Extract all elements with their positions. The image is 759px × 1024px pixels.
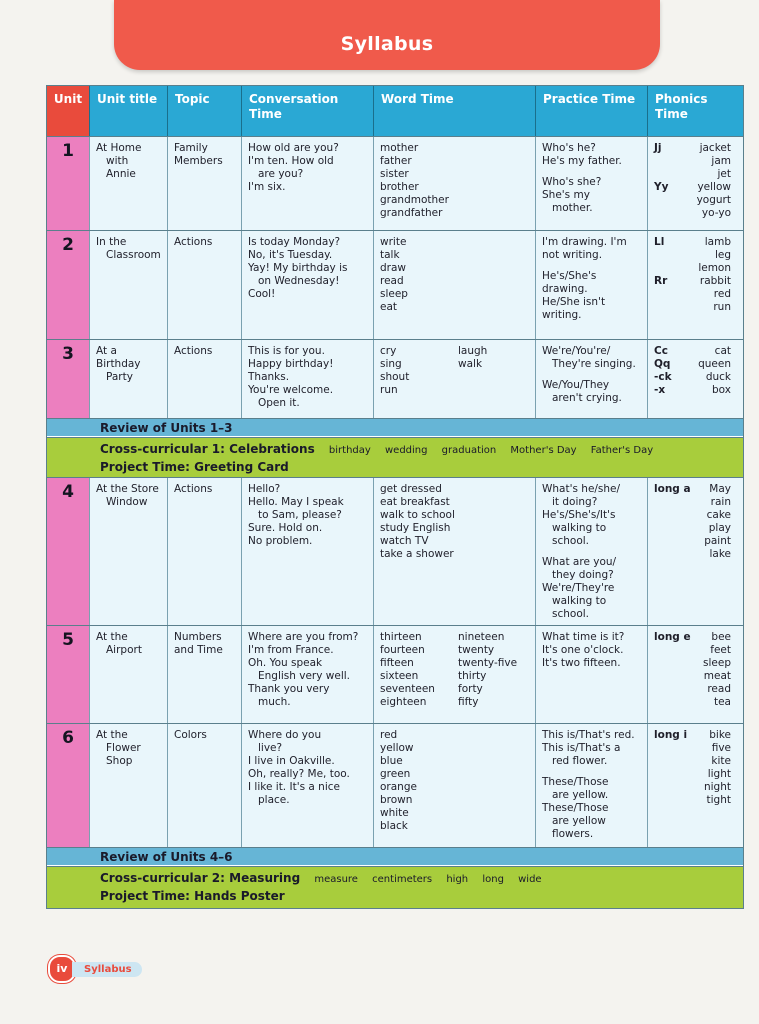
phonics-word: tea — [713, 696, 731, 708]
page-title: Syllabus — [340, 33, 434, 55]
phonics-word: night — [703, 781, 731, 793]
conversation-cell — [242, 724, 374, 848]
word-item: eat breakfast — [380, 496, 450, 508]
practice-line: It's one o'clock. — [542, 644, 624, 656]
word-item: sleep — [380, 288, 408, 300]
word-item: red — [380, 729, 398, 741]
conversation-cell — [242, 340, 374, 419]
practice-line: This is/That's red. — [542, 729, 635, 741]
practice-cell — [536, 724, 648, 848]
phonics-word: lemon — [698, 262, 731, 274]
unit-number: 4 — [47, 478, 90, 626]
word-item: thirty — [458, 670, 487, 682]
phonics-word: light — [707, 768, 731, 780]
practice-line: We/You/They — [542, 379, 610, 391]
unit-title-line: At Home — [96, 142, 142, 154]
practice-line: She's my — [542, 189, 590, 201]
conversation-line: Sure. Hold on. — [248, 522, 323, 534]
phonics-cell — [648, 137, 743, 231]
phonics-cell — [648, 231, 743, 340]
conversation-line: Thanks. — [248, 371, 290, 383]
cross-tag: Father's Day — [590, 445, 654, 456]
phonics-entry — [654, 236, 737, 249]
phonics-word: May — [709, 483, 731, 495]
word-item: twenty-five — [458, 657, 518, 669]
word-item: brown — [380, 794, 413, 806]
phonics-entry — [654, 483, 737, 561]
spacer — [542, 768, 641, 776]
unit-title-line: Shop — [106, 755, 133, 767]
unit-title-cell — [90, 478, 168, 626]
column-header-conversation-time: Conversation Time — [242, 86, 374, 136]
practice-line: He's/She's — [542, 270, 597, 282]
conversation-line: English very well. — [258, 670, 351, 682]
word-item: read — [380, 275, 404, 287]
practice-line: What time is it? — [542, 631, 625, 643]
practice-line: walking to — [552, 595, 607, 607]
cross-tag: long — [482, 874, 504, 885]
unit-title-cell — [90, 626, 168, 724]
phonics-entry — [654, 358, 737, 371]
word-item: eat — [380, 301, 398, 313]
phonics-word: kite — [711, 755, 731, 767]
phonics-word: sleep — [703, 657, 731, 669]
topic-cell — [168, 724, 242, 848]
cross-curricular-title: Cross-curricular 2: Measuring — [100, 871, 301, 885]
practice-line: flowers. — [552, 828, 594, 840]
practice-line: drawing. — [542, 283, 588, 295]
conversation-line: Thank you very — [248, 683, 330, 695]
unit-number: 5 — [47, 626, 90, 724]
phonics-word: run — [713, 301, 731, 313]
unit-number: 2 — [47, 231, 90, 340]
unit-title-cell — [90, 231, 168, 340]
word-item: fourteen — [380, 644, 425, 656]
practice-line: We're/They're — [542, 582, 615, 594]
cross-tag: graduation — [441, 445, 497, 456]
conversation-line: I'm from France. — [248, 644, 334, 656]
word-column — [458, 631, 528, 709]
practice-line: they doing? — [552, 569, 614, 581]
practice-line: are yellow. — [552, 789, 609, 801]
word-item: fifty — [458, 696, 479, 708]
unit-number: 1 — [47, 137, 90, 231]
phonics-sound-label: long i — [654, 729, 688, 741]
phonics-word: jacket — [699, 142, 731, 154]
topic-line: Members — [174, 155, 223, 167]
practice-line: He's my father. — [542, 155, 622, 167]
phonics-word: lamb — [704, 236, 731, 248]
project-time: Project Time: Greeting Card — [100, 460, 289, 474]
practice-line: aren't crying. — [552, 392, 622, 404]
conversation-line: I'm ten. How old — [248, 155, 334, 167]
phonics-letter — [654, 155, 680, 168]
word-item: get dressed — [380, 483, 442, 495]
conversation-cell — [242, 478, 374, 626]
cross-tag: Mother's Day — [510, 445, 577, 456]
word-columns — [380, 345, 529, 397]
word-item: fifteen — [380, 657, 414, 669]
phonics-entry — [654, 194, 737, 207]
phonics-word: red — [713, 288, 731, 300]
word-item: walk to school — [380, 509, 455, 521]
cross-curricular-title: Cross-curricular 1: Celebrations — [100, 442, 315, 456]
practice-line: This is/That's a — [542, 742, 621, 754]
practice-cell — [536, 626, 648, 724]
phonics-word: read — [707, 683, 731, 695]
word-item: write — [380, 236, 407, 248]
word-item: study English — [380, 522, 451, 534]
phonics-word: box — [712, 384, 731, 396]
practice-line: He/She isn't — [542, 296, 606, 308]
phonics-word-list — [700, 483, 737, 561]
conversation-line: to Sam, please? — [258, 509, 342, 521]
word-time-cell — [374, 231, 536, 340]
word-item: draw — [380, 262, 407, 274]
conversation-line: I like it. It's a nice — [248, 781, 340, 793]
unit-title-line: At a Birthday — [96, 345, 141, 370]
phonics-letter: -x — [654, 384, 666, 396]
conversation-line: Oh, really? Me, too. — [248, 768, 350, 780]
word-item: father — [380, 155, 412, 167]
topic-line: Actions — [174, 483, 213, 495]
unit-number: 3 — [47, 340, 90, 419]
topic-cell — [168, 478, 242, 626]
unit-title-line: with Annie — [106, 155, 136, 180]
phonics-letter: Rr — [654, 275, 668, 287]
spacer — [542, 548, 641, 556]
phonics-word: queen — [698, 358, 731, 370]
phonics-entry — [654, 142, 737, 155]
phonics-word: duck — [705, 371, 731, 383]
practice-line: Who's he? — [542, 142, 596, 154]
phonics-word: lake — [709, 548, 731, 560]
word-item: black — [380, 820, 408, 832]
word-time-cell — [374, 724, 536, 848]
conversation-line: are you? — [258, 168, 304, 180]
word-item: blue — [380, 755, 403, 767]
phonics-entry — [654, 275, 737, 288]
phonics-letter — [654, 194, 680, 207]
word-item: sing — [380, 358, 402, 370]
column-header-topic: Topic — [168, 86, 242, 136]
cross-tag: wide — [518, 874, 542, 885]
phonics-word: yo-yo — [701, 207, 731, 219]
column-header-word-time: Word Time — [374, 86, 536, 136]
phonics-letter — [654, 288, 680, 301]
phonics-entry — [654, 249, 737, 262]
unit-row — [47, 339, 743, 419]
syllabus-table — [46, 85, 744, 909]
conversation-line: Where are you from? — [248, 631, 359, 643]
conversation-line: I live in Oakville. — [248, 755, 335, 767]
practice-line: I'm drawing. I'm — [542, 236, 627, 248]
phonics-word: paint — [704, 535, 731, 547]
conversation-line: You're welcome. — [248, 384, 334, 396]
word-item: sixteen — [380, 670, 419, 682]
unit-title-cell — [90, 137, 168, 231]
practice-line: What's he/she/ — [542, 483, 621, 495]
phonics-entry — [654, 155, 737, 168]
conversation-line: How old are you? — [248, 142, 339, 154]
phonics-sound-label: long a — [654, 483, 691, 495]
phonics-entry — [654, 384, 737, 397]
page-number: iv — [48, 955, 76, 983]
cross-tag: high — [446, 874, 469, 885]
unit-row — [47, 723, 743, 848]
word-item: yellow — [380, 742, 414, 754]
phonics-word: meat — [703, 670, 731, 682]
review-row-1: Review of Units 1–3 — [47, 418, 743, 436]
practice-line: These/Those — [542, 776, 609, 788]
word-item: twenty — [458, 644, 495, 656]
conversation-line: place. — [258, 794, 290, 806]
column-header-practice-time: Practice Time — [536, 86, 648, 136]
topic-line: and Time — [174, 644, 223, 656]
unit-number: 6 — [47, 724, 90, 848]
practice-cell — [536, 137, 648, 231]
practice-line: They're singing. — [552, 358, 636, 370]
word-columns — [380, 631, 529, 709]
phonics-entry — [654, 345, 737, 358]
conversation-cell — [242, 626, 374, 724]
unit-row — [47, 625, 743, 724]
phonics-entry — [654, 301, 737, 314]
conversation-cell — [242, 231, 374, 340]
practice-line: What are you/ — [542, 556, 617, 568]
phonics-cell — [648, 724, 743, 848]
topic-line: Actions — [174, 345, 213, 357]
cross-tag: wedding — [384, 445, 428, 456]
conversation-line: Open it. — [258, 397, 300, 409]
practice-cell — [536, 340, 648, 419]
unit-title-line: Flower — [106, 742, 141, 754]
word-item: grandfather — [380, 207, 443, 219]
phonics-letter — [654, 262, 680, 275]
spacer — [542, 168, 641, 176]
practice-line: are yellow — [552, 815, 606, 827]
phonics-entry — [654, 207, 737, 220]
phonics-letter: Qq — [654, 358, 671, 370]
conversation-cell — [242, 137, 374, 231]
phonics-word: yellow — [697, 181, 731, 193]
unit-title-line: Window — [106, 496, 148, 508]
unit-title-line: Classroom — [106, 249, 161, 261]
phonics-word: jet — [717, 168, 731, 180]
title-banner — [114, 0, 660, 70]
word-item: grandmother — [380, 194, 449, 206]
phonics-word-list — [700, 729, 737, 807]
phonics-sound-label: long e — [654, 631, 691, 643]
spacer — [542, 262, 641, 270]
footer-label: Syllabus — [72, 962, 142, 977]
phonics-word: cat — [714, 345, 731, 357]
practice-line: Who's she? — [542, 176, 602, 188]
practice-line: He's/She's/It's — [542, 509, 616, 521]
cross-tag: centimeters — [372, 874, 433, 885]
word-time-cell — [374, 137, 536, 231]
conversation-line: on Wednesday! — [258, 275, 340, 287]
spacer — [542, 371, 641, 379]
unit-title-line: In the — [96, 236, 127, 248]
phonics-word: bee — [711, 631, 731, 643]
unit-title-line: At the — [96, 631, 128, 643]
review-row-2: Review of Units 4–6 — [47, 847, 743, 865]
word-item: cry — [380, 345, 397, 357]
word-column — [380, 631, 452, 709]
phonics-word: play — [708, 522, 731, 534]
topic-line: Actions — [174, 236, 213, 248]
unit-row — [47, 136, 743, 231]
phonics-letter: Cc — [654, 345, 668, 357]
word-item: talk — [380, 249, 400, 261]
conversation-line: This is for you. — [248, 345, 325, 357]
practice-cell — [536, 231, 648, 340]
unit-title-line: Airport — [106, 644, 142, 656]
conversation-line: Hello? — [248, 483, 281, 495]
word-item: walk — [458, 358, 483, 370]
phonics-entry — [654, 288, 737, 301]
phonics-entry — [654, 371, 737, 384]
unit-title-line: Party — [106, 371, 133, 383]
phonics-word: yogurt — [696, 194, 731, 206]
phonics-letter: -ck — [654, 371, 672, 383]
word-item: shout — [380, 371, 410, 383]
unit-title-line: At the — [96, 729, 128, 741]
word-item: eighteen — [380, 696, 427, 708]
word-time-cell — [374, 478, 536, 626]
phonics-letter: Yy — [654, 181, 669, 193]
practice-line: not writing. — [542, 249, 603, 261]
practice-line: it doing? — [552, 496, 598, 508]
unit-title-cell — [90, 724, 168, 848]
word-item: run — [380, 384, 398, 396]
word-item: watch TV — [380, 535, 429, 547]
practice-line: school. — [552, 535, 590, 547]
practice-line: red flower. — [552, 755, 608, 767]
page-footer — [48, 955, 142, 983]
phonics-word-list — [700, 631, 737, 709]
word-item: green — [380, 768, 411, 780]
practice-line: school. — [552, 608, 590, 620]
unit-row — [47, 477, 743, 626]
project-time: Project Time: Hands Poster — [100, 889, 285, 903]
conversation-line: Where do you — [248, 729, 322, 741]
word-item: laugh — [458, 345, 488, 357]
conversation-line: Cool! — [248, 288, 276, 300]
word-time-cell — [374, 340, 536, 419]
word-item: take a shower — [380, 548, 454, 560]
phonics-letter — [654, 301, 680, 314]
phonics-entry — [654, 631, 737, 709]
phonics-entry — [654, 262, 737, 275]
practice-line: These/Those — [542, 802, 609, 814]
phonics-letter: Jj — [654, 142, 662, 154]
word-item: sister — [380, 168, 409, 180]
phonics-word: tight — [706, 794, 731, 806]
word-column — [458, 345, 528, 397]
word-item: thirteen — [380, 631, 422, 643]
conversation-line: Is today Monday? — [248, 236, 341, 248]
conversation-line: much. — [258, 696, 291, 708]
phonics-word: rain — [710, 496, 731, 508]
word-item: orange — [380, 781, 417, 793]
word-time-cell — [374, 626, 536, 724]
topic-cell — [168, 231, 242, 340]
practice-line: writing. — [542, 309, 582, 321]
phonics-cell — [648, 340, 743, 419]
phonics-entry — [654, 168, 737, 181]
practice-line: It's two fifteen. — [542, 657, 621, 669]
topic-cell — [168, 137, 242, 231]
conversation-line: I'm six. — [248, 181, 286, 193]
unit-row — [47, 230, 743, 340]
phonics-word: rabbit — [699, 275, 731, 287]
word-item: seventeen — [380, 683, 435, 695]
practice-cell — [536, 478, 648, 626]
conversation-line: live? — [258, 742, 283, 754]
word-item: brother — [380, 181, 419, 193]
conversation-line: No, it's Tuesday. — [248, 249, 333, 261]
practice-line: mother. — [552, 202, 593, 214]
phonics-entry — [654, 729, 737, 807]
unit-title-cell — [90, 340, 168, 419]
phonics-word: leg — [714, 249, 731, 261]
phonics-word: bike — [709, 729, 731, 741]
practice-line: walking to — [552, 522, 607, 534]
conversation-line: Hello. May I speak — [248, 496, 344, 508]
word-item: nineteen — [458, 631, 505, 643]
phonics-entry — [654, 181, 737, 194]
phonics-letter — [654, 249, 680, 262]
phonics-letter — [654, 207, 680, 220]
column-header-phonics-time: Phonics Time — [648, 86, 743, 136]
phonics-letter — [654, 168, 680, 181]
cross-curricular-row-2 — [47, 866, 743, 908]
column-header-unit-title: Unit title — [90, 86, 168, 136]
topic-line: Numbers — [174, 631, 222, 643]
topic-cell — [168, 626, 242, 724]
conversation-line: Oh. You speak — [248, 657, 323, 669]
phonics-word: jam — [711, 155, 731, 167]
phonics-word: feet — [710, 644, 731, 656]
phonics-cell — [648, 478, 743, 626]
word-item: forty — [458, 683, 483, 695]
word-item: white — [380, 807, 409, 819]
phonics-word: cake — [706, 509, 731, 521]
conversation-line: No problem. — [248, 535, 313, 547]
topic-cell — [168, 340, 242, 419]
topic-line: Colors — [174, 729, 207, 741]
cross-tag: measure — [314, 874, 358, 885]
word-column — [380, 345, 452, 397]
cross-curricular-row-1 — [47, 437, 743, 477]
unit-title-line: At the Store — [96, 483, 159, 495]
conversation-line: Happy birthday! — [248, 358, 334, 370]
phonics-cell — [648, 626, 743, 724]
practice-line: We're/You're/ — [542, 345, 611, 357]
conversation-line: Yay! My birthday is — [248, 262, 348, 274]
phonics-word: five — [711, 742, 731, 754]
phonics-letter: Ll — [654, 236, 665, 248]
column-header-unit: Unit — [47, 86, 90, 136]
word-item: mother — [380, 142, 419, 154]
topic-line: Family — [174, 142, 208, 154]
cross-tag: birthday — [328, 445, 371, 456]
